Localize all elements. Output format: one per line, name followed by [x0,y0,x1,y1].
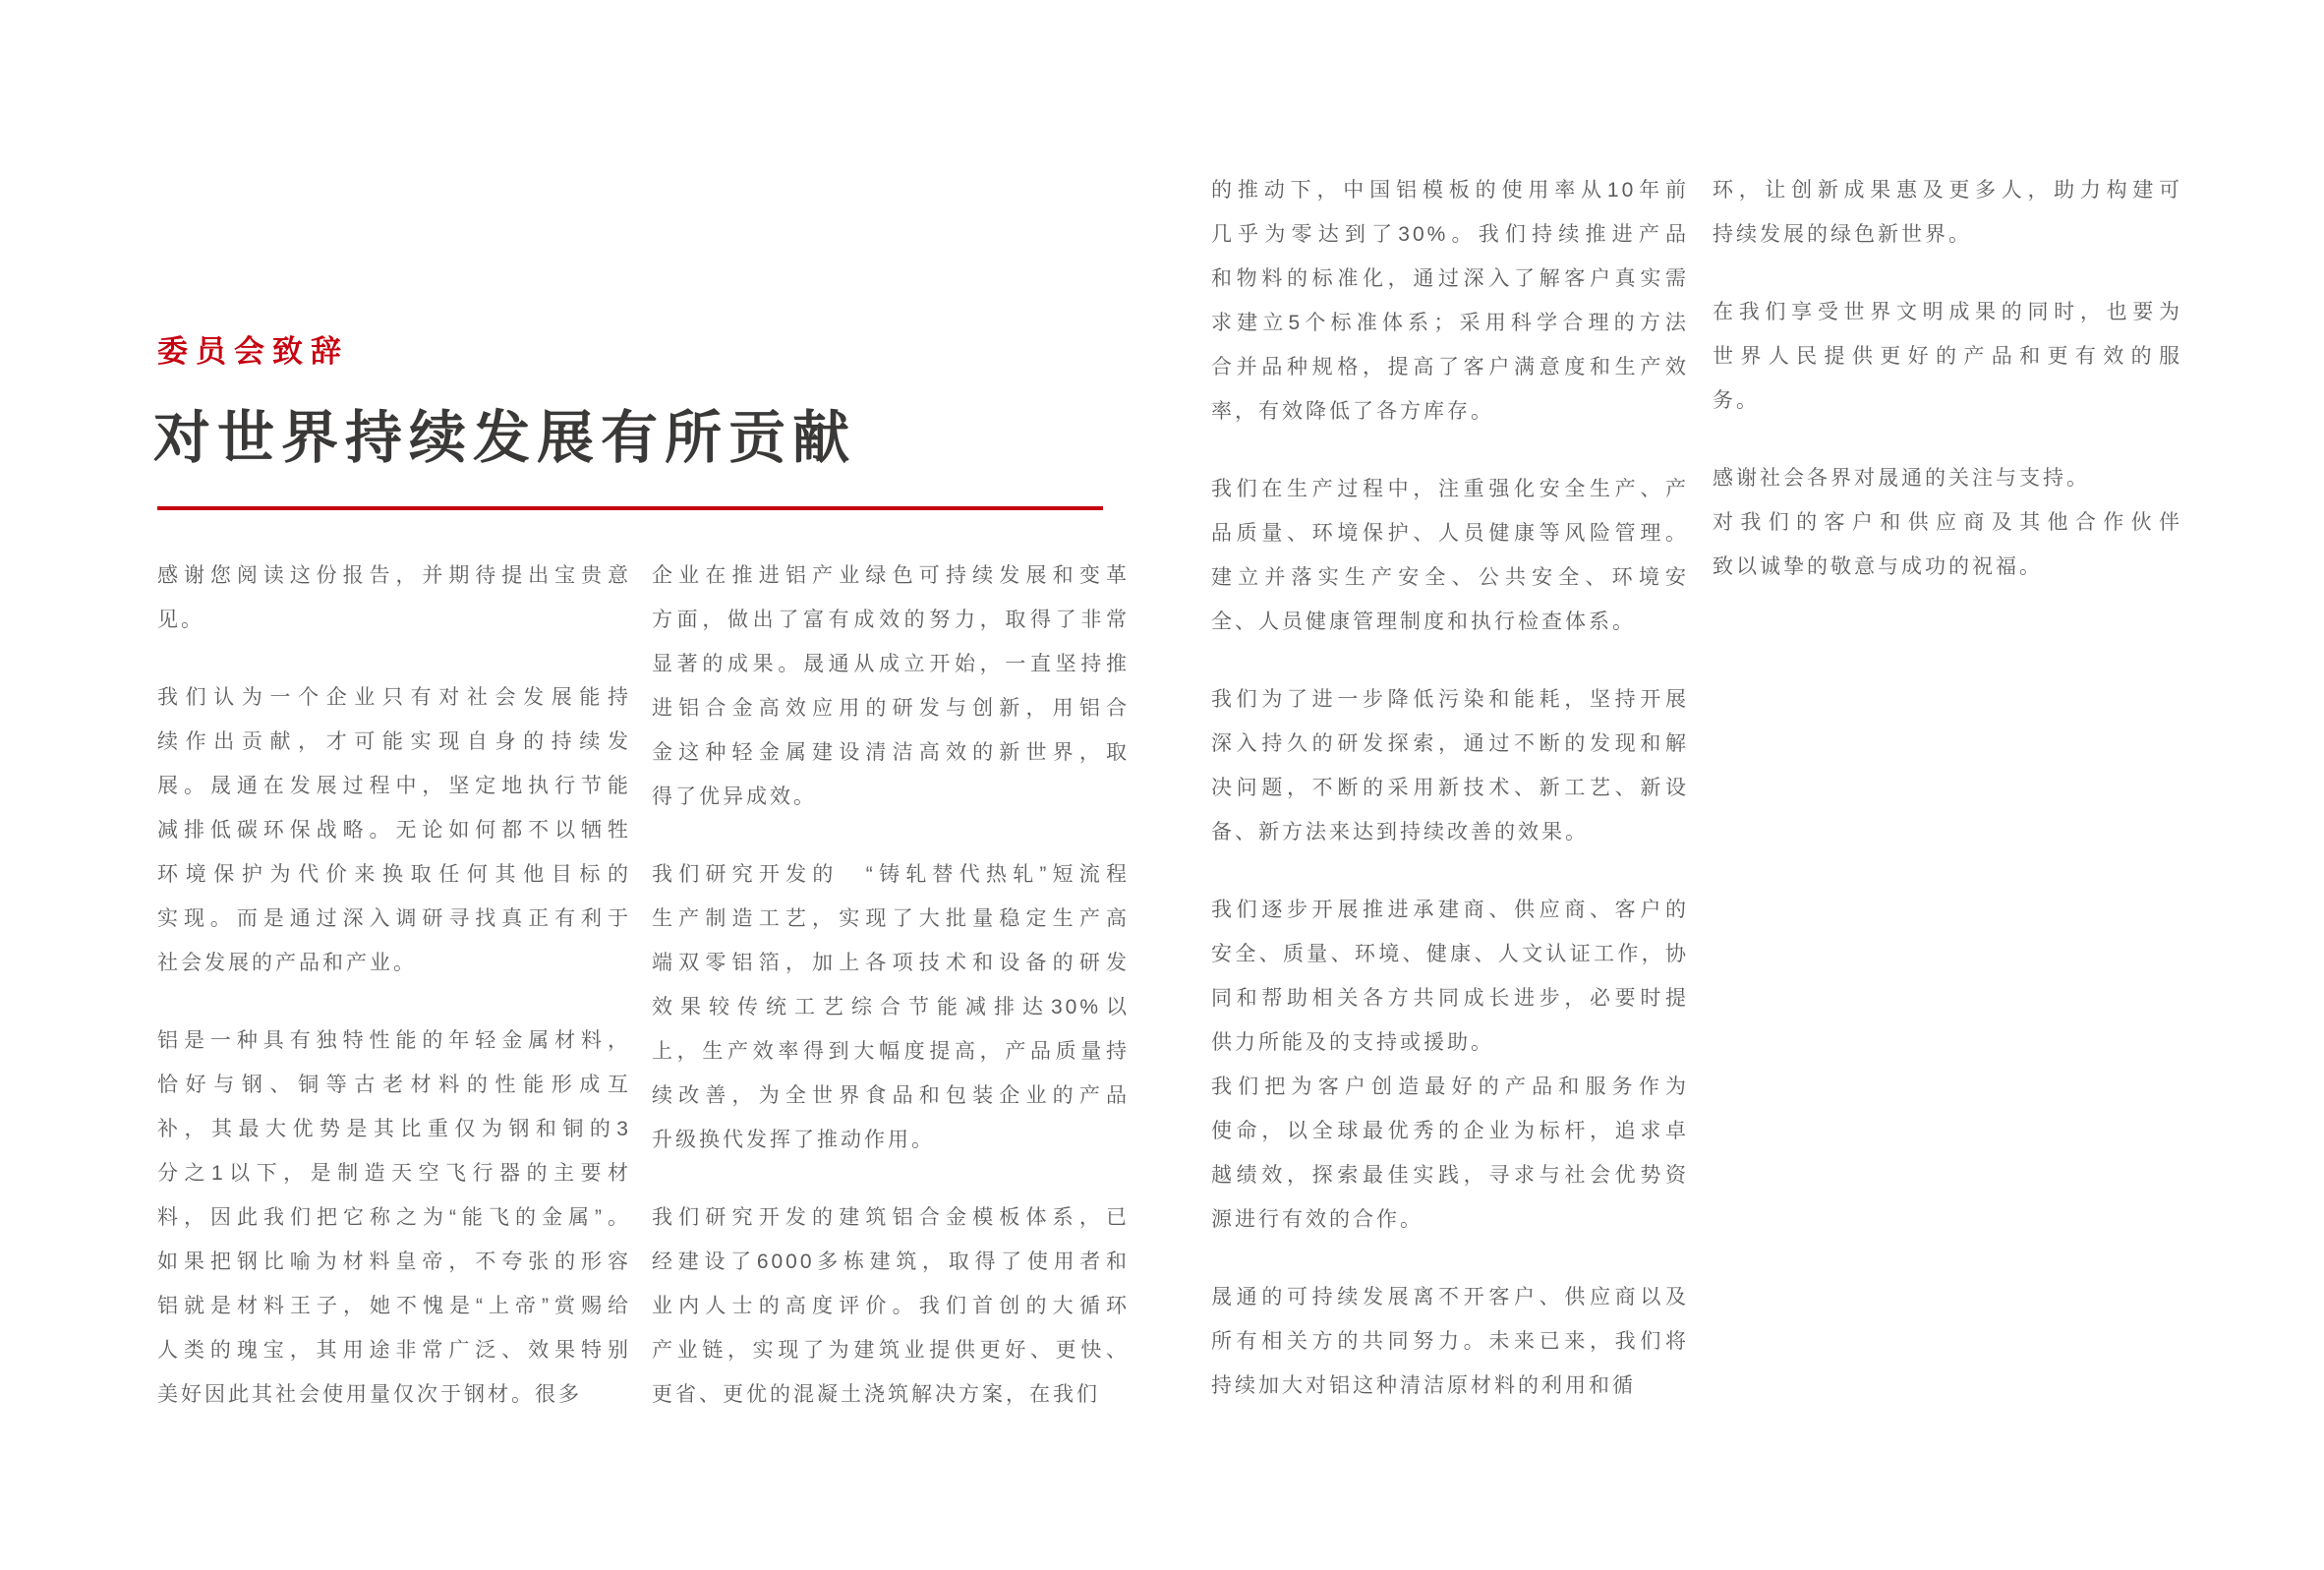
body-line: 所有相关方的共同努力。未来已来，我们将 [1211,1330,1689,1353]
body-line: 料，因此我们把它称之为“能飞的金属”。 [157,1206,631,1229]
body-line: 环境保护为代价来换取任何其他目标的 [157,863,631,886]
body-line: 几乎为零达到了30%。我们持续推进产品 [1211,223,1689,246]
body-line: 方面，做出了富有成效的努力，取得了非常 [652,609,1130,631]
body-line: 铝是一种具有独特性能的年轻金属材料， [157,1029,631,1052]
paragraph [652,553,1130,819]
body-line: 务。 [1713,389,1760,412]
body-line: 得了优异成效。 [652,785,817,808]
body-line: 实现。而是通过深入调研寻找真正有利于 [157,907,631,930]
body-line: 源进行有效的合作。 [1211,1208,1423,1231]
body-line: 金这种轻金属建设清洁高效的新世界，取 [652,741,1130,764]
paragraph [1211,888,1689,1065]
body-line: 分之1以下，是制造天空飞行器的主要材 [157,1162,631,1185]
paragraph [1211,467,1689,644]
body-line: 世界人民提供更好的产品和更有效的服 [1713,345,2182,368]
body-line: 率，有效降低了各方库存。 [1211,400,1494,423]
body-line: 美好因此其社会使用量仅次于钢材。很多 [157,1383,582,1406]
paragraph [157,553,631,642]
body-line: 产业链，实现了为建筑业提供更好、更快、 [652,1339,1130,1362]
body-line: 的推动下，中国铝模板的使用率从10年前 [1211,179,1689,202]
body-line: 生产制造工艺，实现了大批量稳定生产高 [652,907,1130,930]
body-line: 使命，以全球最优秀的企业为标杆，追求卓 [1211,1120,1689,1142]
body-line: 供力所能及的支持或援助。 [1211,1031,1494,1054]
body-line: 品质量、环境保护、人员健康等风险管理。 [1211,522,1689,545]
body-line: 更省、更优的混凝土浇筑解决方案，在我们 [652,1383,1100,1406]
body-line: 致以诚挚的敬意与成功的祝福。 [1713,555,2043,578]
body-line: 我们认为一个企业只有对社会发展能持 [157,686,631,709]
title-underline-rule [157,506,1103,510]
body-line: 感谢社会各界对晟通的关注与支持。 [1713,467,2090,490]
body-line: 全、人员健康管理制度和执行检查体系。 [1211,611,1636,633]
paragraph [1211,168,1689,434]
page-title: 对世界持续发展有所贡献 [153,406,857,470]
body-line: 在我们享受世界文明成果的同时，也要为 [1713,301,2182,323]
body-line: 越绩效，探索最佳实践，寻求与社会优势资 [1211,1164,1689,1187]
body-line: 我们研究开发的建筑铝合金模板体系，已 [652,1206,1130,1229]
paragraph [652,1195,1130,1417]
paragraph [1713,500,2182,589]
body-line: 续改善，为全世界食品和包装企业的产品 [652,1084,1130,1107]
body-line: 经建设了6000多栋建筑，取得了使用者和 [652,1250,1130,1273]
body-line: 企业在推进铝产业绿色可持续发展和变革 [652,564,1130,587]
paragraph [1211,1065,1689,1242]
paragraph [157,675,631,985]
body-line: 见。 [157,609,204,631]
body-line: 同和帮助相关各方共同成长进步，必要时提 [1211,987,1689,1010]
body-line: 升级换代发挥了推动作用。 [652,1129,935,1151]
body-line: 我们研究开发的 “铸轧替代热轧”短流程 [652,863,1130,886]
text-column-1 [157,553,631,1450]
body-line: 我们逐步开展推进承建商、供应商、客户的 [1211,899,1689,921]
body-line: 建立并落实生产安全、公共安全、环境安 [1211,566,1689,589]
text-column-4 [1713,168,2182,622]
body-line: 我们为了进一步降低污染和能耗，坚持开展 [1211,688,1689,711]
body-line: 合并品种规格，提高了客户满意度和生产效 [1211,356,1689,378]
paragraph [1211,677,1689,854]
body-line: 业内人士的高度评价。我们首创的大循环 [652,1295,1130,1317]
body-line: 人类的瑰宝，其用途非常广泛、效果特别 [157,1339,631,1362]
body-line: 感谢您阅读这份报告，并期待提出宝贵意 [157,564,631,587]
body-line: 续作出贡献，才可能实现自身的持续发 [157,730,631,753]
body-line: 我们在生产过程中，注重强化安全生产、产 [1211,478,1689,500]
paragraph [1211,1275,1689,1408]
body-line: 展。晟通在发展过程中，坚定地执行节能 [157,775,631,797]
body-line: 对我们的客户和供应商及其他合作伙伴 [1713,511,2182,534]
body-line: 决问题，不断的采用新技术、新工艺、新设 [1211,777,1689,799]
paragraph [1713,290,2182,423]
body-line: 进铝合金高效应用的研发与创新，用铝合 [652,697,1130,720]
paragraph [1713,456,2182,500]
body-line: 和物料的标准化，通过深入了解客户真实需 [1211,267,1689,290]
body-line: 减排低碳环保战略。无论如何都不以牺牲 [157,819,631,842]
body-line: 求建立5个标准体系；采用科学合理的方法 [1211,312,1689,334]
body-line: 持续加大对铝这种清洁原材料的利用和循 [1211,1374,1636,1397]
body-line: 效果较传统工艺综合节能减排达30%以 [652,996,1130,1018]
body-line: 端双零铝箔，加上各项技术和设备的研发 [652,952,1130,974]
body-line: 备、新方法来达到持续改善的效果。 [1211,821,1589,843]
body-line: 补，其最大优势是其比重仅为钢和铜的3 [157,1118,631,1140]
body-line: 恰好与钢、铜等古老材料的性能形成互 [157,1074,631,1096]
body-line: 安全、质量、环境、健康、人文认证工作，协 [1211,943,1689,965]
body-line: 铝就是材料王子，她不愧是“上帝”赏赐给 [157,1295,631,1317]
text-column-2 [652,553,1130,1450]
body-line: 显著的成果。晟通从成立开始，一直坚持推 [652,653,1130,675]
body-line: 环，让创新成果惠及更多人，助力构建可 [1713,179,2182,202]
body-line: 上，生产效率得到大幅度提高，产品质量持 [652,1040,1130,1063]
body-line: 深入持久的研发探索，通过不断的发现和解 [1211,732,1689,755]
body-line: 我们把为客户创造最好的产品和服务作为 [1211,1076,1689,1098]
paragraph [1713,168,2182,257]
paragraph [652,852,1130,1162]
section-label: 委员会致辞 [157,334,349,369]
text-column-3 [1211,168,1689,1441]
body-line: 社会发展的产品和产业。 [157,952,417,974]
body-line: 如果把钢比喻为材料皇帝，不夸张的形容 [157,1250,631,1273]
body-line: 持续发展的绿色新世界。 [1713,223,1972,246]
body-line: 晟通的可持续发展离不开客户、供应商以及 [1211,1286,1689,1308]
paragraph [157,1018,631,1417]
